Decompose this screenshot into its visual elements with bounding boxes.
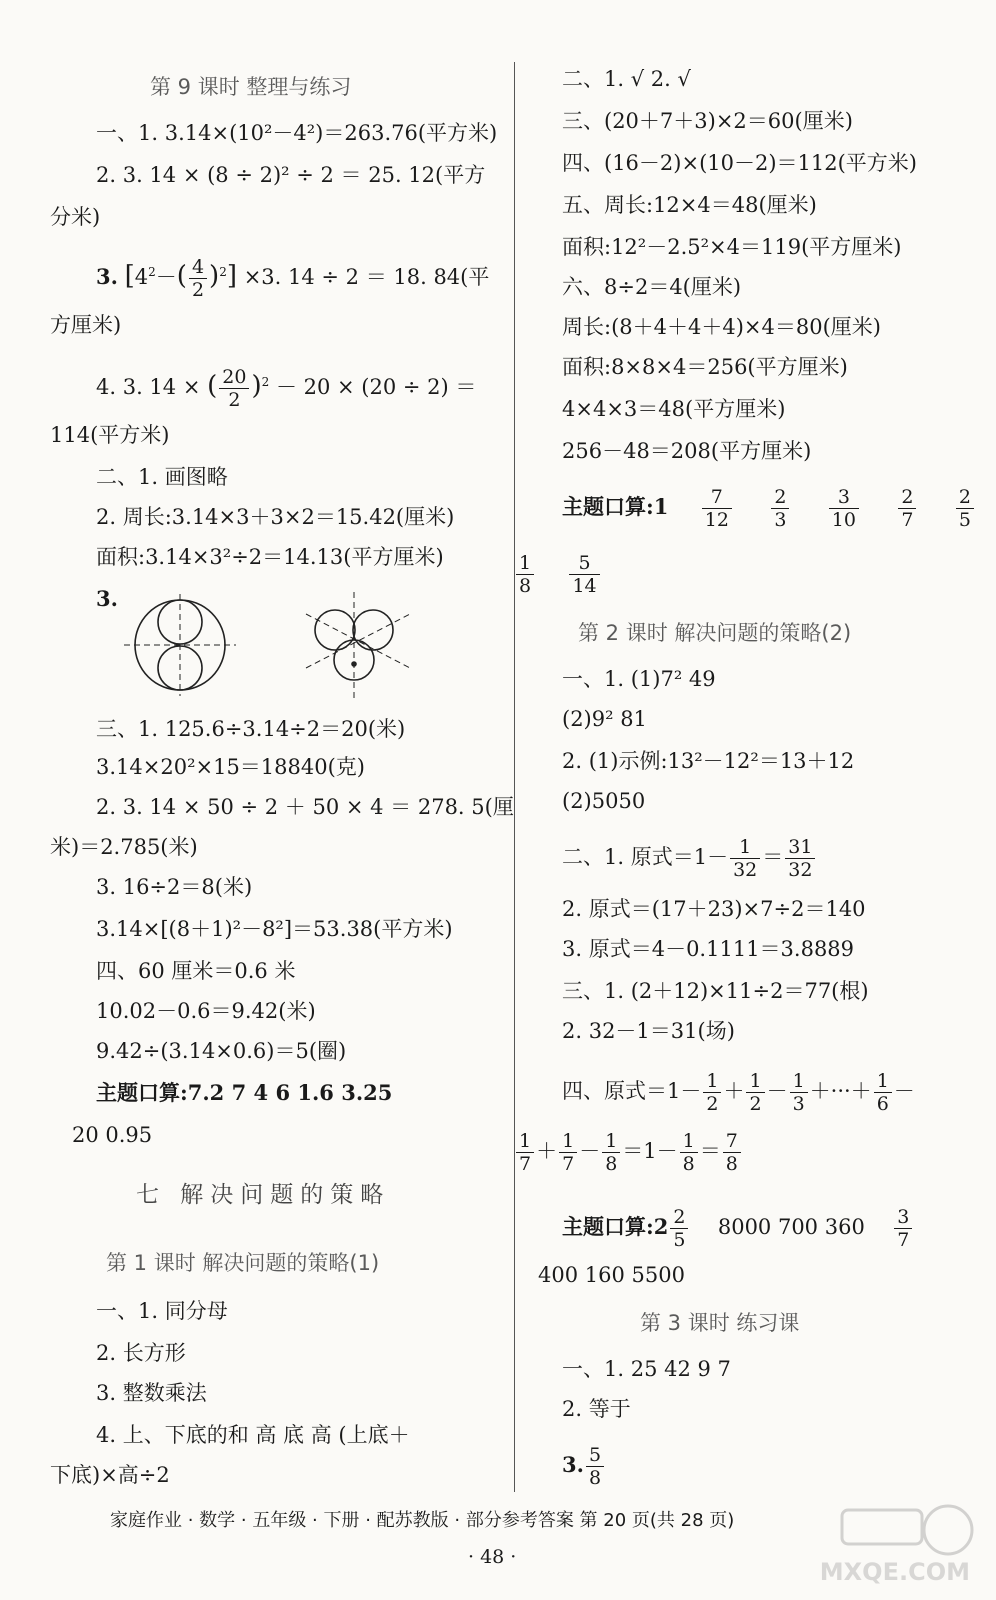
answer-line: 下底)×高÷2 — [50, 1463, 170, 1487]
fraction: $\frac{1}{6}$ — [874, 1070, 892, 1115]
fraction: $\frac{7}{12}$ — [702, 486, 732, 531]
answer-line: 五、周长:12×4＝48(厘米) — [562, 193, 817, 217]
fraction: $\frac{7}{8}$ — [723, 1130, 741, 1175]
answer-line: 3.14×20²×15＝18840(克) — [96, 755, 366, 779]
answer-line: 256－48＝208(平方厘米) — [562, 439, 812, 463]
fraction: $\frac{31}{32}$ — [785, 836, 815, 881]
answer-line: 一、1. (1)7² 49 — [562, 667, 716, 691]
answer-line: 2. 32－1＝31(场) — [562, 1019, 735, 1043]
answer-text: 四、原式＝1－ — [562, 1079, 702, 1103]
fraction: $\frac{1}{8}$ — [680, 1130, 698, 1175]
page-number: · 48 · — [468, 1546, 517, 1568]
answer-line: 2. 3. 14 × (8 ÷ 2)² ÷ 2 ＝ 25. 12(平方 — [96, 163, 486, 187]
answer-text: － 20 × (20 ÷ 2) ＝ — [275, 375, 477, 399]
answer-line: 2. 等于 — [562, 1397, 631, 1421]
answer-line-fraction — [562, 1444, 606, 1489]
answer-text: ×3. 14 ÷ 2 ＝ 18. 84(平 — [243, 265, 490, 289]
answer-line-fraction: 4. 3. 14 × ( $\frac{20}{2}$ )$^2$ － 20 × (20 ÷ 2) ＝ — [96, 366, 477, 411]
answer-line: 3.14×[(8＋1)²－8²]＝53.38(平方米) — [96, 917, 453, 941]
circle-diagram-2 — [306, 592, 410, 698]
answer-line: 3. 16÷2＝8(米) — [96, 875, 253, 899]
column-divider — [514, 62, 515, 1492]
fraction: $\frac{1}{3}$ — [790, 1070, 808, 1115]
answer-line: 20 0.95 — [72, 1123, 153, 1147]
answer-text: 4. 3. 14 × — [96, 375, 201, 399]
answer-line-fraction: 四、原式＝1－ $\frac{1}{2}$ ＋ $\frac{1}{2}$ － $\frac{1}{3}$ ＋···＋ $\frac{1}{6}$ － — [562, 1070, 915, 1115]
answer-line: 一、1. 同分母 — [96, 1299, 228, 1323]
fraction: $\frac{1}{7}$ — [559, 1130, 577, 1175]
mental-math-label: 主题口算:2 — [562, 1214, 669, 1239]
fraction: $\frac{20}{2}$ — [219, 366, 249, 411]
answer-text: 二、1. 原式＝1－ — [562, 845, 729, 869]
fraction: $\frac{1}{7}$ — [516, 1130, 534, 1175]
fraction: $\frac{2}{3}$ — [771, 486, 789, 531]
chapter-title: 七 解决问题的策略 — [136, 1182, 391, 1208]
answer-line: 4. 上、下底的和 高 底 高 (上底＋ — [96, 1423, 410, 1447]
fraction: $\frac{3}{7}$ — [894, 1206, 912, 1251]
answer-line: 2. 周长:3.14×3＋3×2＝15.42(厘米) — [96, 505, 455, 529]
fraction-row — [514, 552, 602, 597]
section-title-lesson3: 第 3 课时 练习课 — [640, 1311, 800, 1335]
answer-line: 面积:3.14×3²÷2＝14.13(平方厘米) — [96, 545, 444, 569]
answer-line: 2. 原式＝(17＋23)×7÷2＝140 — [562, 897, 866, 921]
fraction: $\frac{1}{2}$ — [703, 1070, 721, 1115]
fraction: $\frac{1}{8}$ — [516, 552, 534, 597]
answer-line: 4×4×3＝48(平方厘米) — [562, 397, 786, 421]
answer-line: 10.02－0.6＝9.42(米) — [96, 999, 316, 1023]
fraction: $\frac{4}{2}$ — [189, 256, 207, 301]
circle-diagrams — [120, 592, 420, 702]
answer-line: 114(平方米) — [50, 423, 170, 447]
answer-line: 面积:12²－2.5²×4＝119(平方厘米) — [562, 235, 902, 259]
answer-line: 三、(20＋7＋3)×2＝60(厘米) — [562, 109, 853, 133]
answer-line: 周长:(8＋4＋4＋4)×4＝80(厘米) — [562, 315, 881, 339]
watermark-logo — [819, 1500, 978, 1588]
answer-line: 2. 3. 14 × 50 ÷ 2 ＋ 50 × 4 ＝ 278. 5(厘 — [96, 795, 514, 819]
fraction: $\frac{1}{8}$ — [602, 1130, 620, 1175]
fraction: $\frac{1}{2}$ — [746, 1070, 764, 1115]
answer-line: 3. 原式＝4－0.1111＝3.8889 — [562, 937, 855, 961]
section-title-lesson9: 第 9 课时 整理与练习 — [150, 75, 352, 99]
mental-math-fractions — [562, 486, 976, 531]
answer-line: 二、1. √ 2. √ — [562, 67, 691, 91]
answer-line: 三、1. (2＋12)×11÷2＝77(根) — [562, 979, 869, 1003]
answer-line-fraction: 二、1. 原式＝1－ $\frac{1}{32}$ ＝ $\frac{31}{32}$ — [562, 836, 817, 881]
answer-line: 六、8÷2＝4(厘米) — [562, 275, 742, 299]
section-title-lesson1: 第 1 课时 解决问题的策略(1) — [106, 1251, 380, 1275]
answer-line-fraction: $\frac{1}{7}$ ＋ $\frac{1}{7}$ － $\frac{1}{8}$ ＝1－ $\frac{1}{8}$ ＝ $\frac{7}{8}$ — [514, 1130, 743, 1175]
answer-line: 9.42÷(3.14×0.6)＝5(圈) — [96, 1039, 347, 1063]
fraction: $\frac{1}{32}$ — [730, 836, 760, 881]
fraction: $\frac{5}{8}$ — [586, 1444, 604, 1489]
fraction: $\frac{2}{5}$ — [670, 1206, 688, 1251]
watermark-text: MXQE.COM — [819, 1558, 970, 1586]
answer-line: 一、1. 3.14×(10²－4²)＝263.76(平方米) — [96, 121, 498, 145]
answer-line: 3. 整数乘法 — [96, 1381, 207, 1405]
answer-line: 2. (1)示例:13²－12²＝13＋12 — [562, 749, 855, 773]
page-footer: 家庭作业 · 数学 · 五年级 · 下册 · 配苏教版 · 部分参考答案 第 20 页(共 28 页) — [110, 1510, 735, 1531]
mental-math-line: 主题口算:7.2 7 4 6 1.6 3.25 — [96, 1080, 393, 1105]
item-number: 3. — [96, 264, 118, 289]
section-title-lesson2: 第 2 课时 解决问题的策略(2) — [578, 621, 852, 645]
mental-math-line — [562, 1206, 914, 1251]
answer-line: 一、1. 25 42 9 7 — [562, 1357, 731, 1381]
answer-line: 分米) — [50, 205, 101, 229]
fraction: $\frac{2}{7}$ — [898, 486, 916, 531]
fraction: $\frac{3}{10}$ — [829, 486, 859, 531]
answer-line: 400 160 5500 — [538, 1263, 685, 1287]
answer-line: 三、1. 125.6÷3.14÷2＝20(米) — [96, 717, 406, 741]
answer-line: 3. — [96, 586, 118, 611]
answer-line: (2)9² 81 — [562, 707, 647, 731]
answer-line: 米)＝2.785(米) — [50, 835, 198, 859]
answer-line: 四、(16－2)×(10－2)＝112(平方米) — [562, 151, 917, 175]
answer-line: 四、60 厘米＝0.6 米 — [96, 959, 296, 983]
watermark-icon — [836, 1500, 978, 1560]
answer-line-fraction: 3. [$4^2-$( $\frac{4}{2}$ )$^2$] ×3. 14 ÷ 2 ＝ 18. 84(平 — [96, 256, 490, 301]
fraction: $\frac{2}{5}$ — [956, 486, 974, 531]
circle-diagram-1 — [124, 594, 236, 696]
answer-line: 二、1. 画图略 — [96, 465, 228, 489]
answer-line: 面积:8×8×4＝256(平方厘米) — [562, 355, 848, 379]
answer-line: (2)5050 — [562, 789, 646, 813]
answer-text: 8000 700 360 — [717, 1215, 865, 1239]
answer-line: 2. 长方形 — [96, 1341, 186, 1365]
item-number: 3. — [562, 1452, 584, 1477]
answer-line: 方厘米) — [50, 313, 122, 337]
fraction: $\frac{5}{14}$ — [569, 552, 599, 597]
mental-math-label: 主题口算:1 — [562, 494, 669, 519]
